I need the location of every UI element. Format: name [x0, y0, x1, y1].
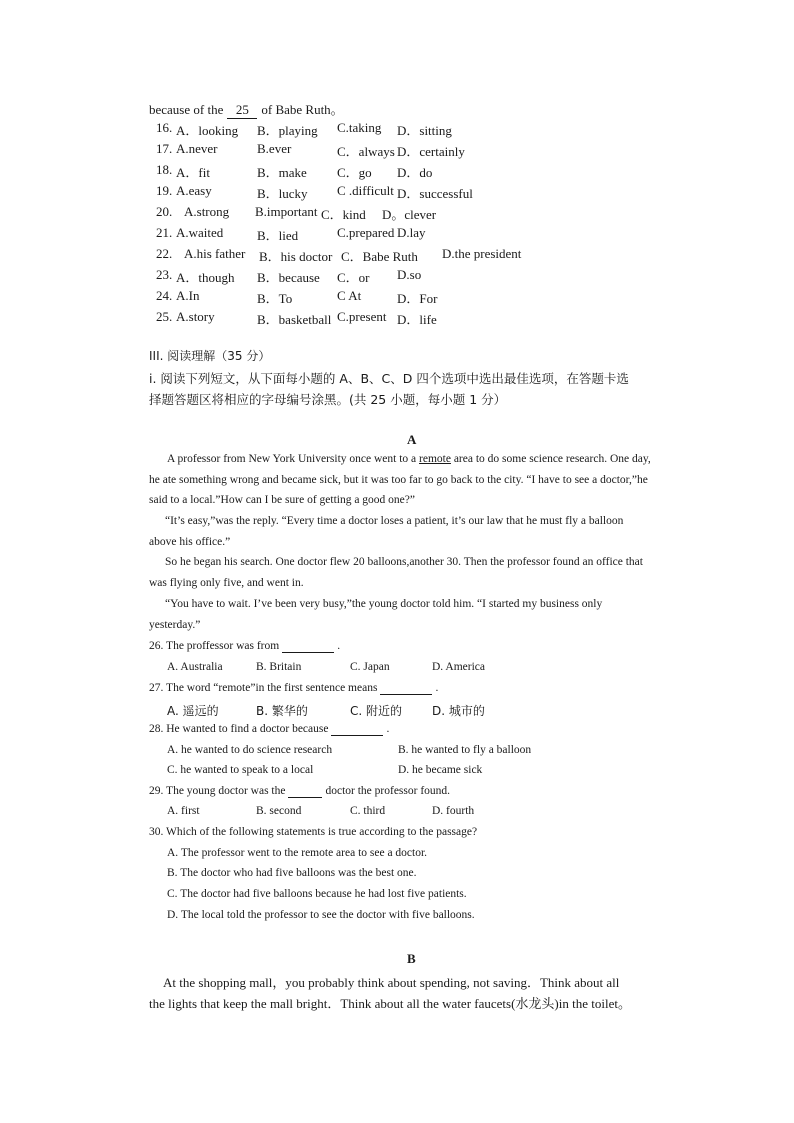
cloze-option: C．always: [337, 144, 395, 159]
question-option: D. fourth: [432, 805, 475, 817]
question-tail: .: [386, 723, 390, 735]
passage-b-line1: At the shopping mall，you probably think about spending, not saving．Think about all: [163, 975, 620, 990]
section-instruction-line2: 择题答题区将相应的字母编号涂黑。(共 25 小题，每小题 1 分）: [149, 392, 507, 407]
cloze-option: C.prepared: [337, 225, 395, 240]
cloze-option: D．do: [397, 165, 433, 180]
section-instruction-line1: i. 阅读下列短文，从下面每小题的 A、B、C、D 四个选项中选出最佳选项，在答题卡选: [149, 371, 629, 386]
cloze-item-number: 20.: [156, 204, 173, 219]
question-tail: .: [337, 640, 341, 652]
question-option: A. Australia: [167, 660, 223, 673]
cloze-option: A．fit: [176, 165, 210, 180]
question-text: 27. The word “remote”in the first sentence means: [149, 681, 378, 694]
question-stem: [149, 723, 389, 736]
question-option: A. The professor went to the remote area to see a doctor.: [167, 846, 428, 859]
question-stem: [149, 682, 438, 695]
cloze-option: D。clever: [382, 207, 437, 222]
blank-25: 25: [227, 102, 257, 119]
question-option: D. he became sick: [398, 764, 483, 776]
cloze-tail-after: of Babe Ruth。: [261, 102, 344, 117]
question-tail: .: [435, 681, 439, 694]
cloze-item-number: 22.: [156, 246, 173, 261]
cloze-item-number: 25.: [156, 309, 173, 324]
question-option: A. 遥远的: [167, 704, 219, 718]
cloze-option: C．Babe Ruth: [341, 249, 418, 264]
passage-a-p1-line3: said to a local.”How can I be sure of getting a good one?”: [149, 494, 415, 506]
cloze-option: D.lay: [397, 225, 426, 240]
cloze-option: D．For: [397, 291, 438, 306]
question-tail: doctor the professor found.: [325, 784, 451, 797]
cloze-option: D．sitting: [397, 123, 452, 138]
cloze-option: C.taking: [337, 120, 382, 135]
cloze-option: B．make: [257, 165, 307, 180]
cloze-option: A．looking: [176, 123, 239, 138]
cloze-option: A.In: [176, 288, 200, 303]
cloze-option: B.ever: [257, 141, 292, 156]
passage-a-p4-line2: yesterday.”: [149, 619, 201, 631]
cloze-option: A.his father: [184, 246, 246, 261]
question-option: B. The doctor who had five balloons was the best one.: [167, 867, 417, 880]
question-text: 29. The young doctor was the: [149, 784, 286, 797]
cloze-option: B．because: [257, 270, 320, 285]
cloze-option: B．lied: [257, 228, 299, 243]
question-stem: [149, 785, 450, 798]
passage-label-a: A: [407, 432, 417, 447]
answer-blank: [331, 723, 383, 736]
cloze-option: D．life: [397, 312, 437, 327]
cloze-option: D．successful: [397, 186, 473, 201]
question-option: C. The doctor had five balloons because he had lost five patients.: [167, 888, 467, 901]
cloze-option: A.never: [176, 141, 218, 156]
question-option: B. he wanted to fly a balloon: [398, 743, 532, 756]
cloze-option: D．certainly: [397, 144, 465, 159]
question-option: A. first: [167, 805, 200, 817]
question-text: 26. The proffessor was from: [149, 640, 280, 652]
cloze-tail-line: [149, 99, 344, 119]
question-option: B. second: [256, 805, 302, 817]
cloze-option: B．To: [257, 291, 293, 306]
question-stem: [149, 640, 340, 653]
cloze-option: C At: [337, 288, 362, 303]
question-option: B. Britain: [256, 660, 302, 673]
cloze-item-number: 17.: [156, 141, 173, 156]
cloze-option: C．or: [337, 270, 370, 285]
cloze-item-number: 18.: [156, 162, 173, 177]
cloze-item-number: 21.: [156, 225, 173, 240]
cloze-option: A．though: [176, 270, 235, 285]
passage-text: area to do some science research. One day,: [450, 453, 651, 465]
cloze-option: B．his doctor: [259, 249, 333, 264]
passage-a-p4-line1: “You have to wait. I’ve been very busy,”the young doctor told him. “I started my business only: [165, 598, 603, 610]
passage-a-p1-line1: [167, 453, 651, 465]
question-option: C. Japan: [350, 660, 390, 673]
passage-label-b: B: [407, 951, 416, 966]
cloze-option: C .difficult: [337, 183, 394, 198]
cloze-option: B.important: [255, 204, 318, 219]
question-text: 28. He wanted to find a doctor because: [149, 723, 329, 735]
cloze-option: A.story: [176, 309, 215, 324]
cloze-option: D.the president: [442, 246, 522, 261]
cloze-option: A.strong: [184, 204, 230, 219]
section-heading: III. 阅读理解（35 分）: [149, 349, 271, 363]
cloze-option: D.so: [397, 267, 422, 282]
cloze-option: B．lucky: [257, 186, 308, 201]
passage-a-p1-line2: he ate something wrong and became sick, but it was too far to go back to the city. “I have to see a doctor,”he: [149, 474, 648, 486]
cloze-tail-before: because of the: [149, 102, 224, 117]
passage-text: A professor from New York University once went to a: [167, 453, 420, 465]
cloze-option: C．kind: [321, 207, 366, 222]
question-option: D. 城市的: [432, 704, 485, 718]
question-option: B. 繁华的: [256, 704, 308, 718]
question-option: D. America: [432, 660, 486, 673]
passage-a-p3-line1: So he began his search. One doctor flew 20 balloons,another 30. Then the professor found an office that: [165, 556, 643, 568]
cloze-option: B．playing: [257, 123, 318, 138]
passage-a-p3-line2: was flying only five, and went in.: [149, 577, 304, 589]
question-option: D. The local told the professor to see the doctor with five balloons.: [167, 908, 475, 921]
question-option: C. he wanted to speak to a local: [167, 764, 314, 776]
passage-b-line2: the lights that keep the mall bright．Think about all the water faucets(水龙头)in the toilet。: [149, 996, 631, 1011]
cloze-item-number: 24.: [156, 288, 173, 303]
answer-blank: [282, 640, 334, 653]
answer-blank: [288, 785, 322, 798]
cloze-option: C.present: [337, 309, 387, 324]
passage-a-p2-line2: above his office.”: [149, 536, 231, 548]
question-option: C. 附近的: [350, 704, 403, 718]
question-text: 30. Which of the following statements is true according to the passage?: [149, 826, 478, 838]
question-option: A. he wanted to do science research: [167, 743, 333, 756]
word-remote: remote: [419, 453, 451, 465]
answer-blank: [380, 682, 432, 695]
cloze-option: A.easy: [176, 183, 212, 198]
passage-a-p2-line1: “It’s easy,”was the reply. “Every time a doctor loses a patient, it’s our law that he must fly a balloon: [165, 515, 624, 527]
question-stem: [149, 826, 477, 838]
cloze-item-number: 19.: [156, 183, 173, 198]
cloze-option: A.waited: [176, 225, 224, 240]
question-option: C. third: [350, 805, 386, 817]
cloze-option: B．basketball: [257, 312, 332, 327]
cloze-option: C．go: [337, 165, 372, 180]
cloze-item-number: 23.: [156, 267, 173, 282]
cloze-item-number: 16.: [156, 120, 173, 135]
